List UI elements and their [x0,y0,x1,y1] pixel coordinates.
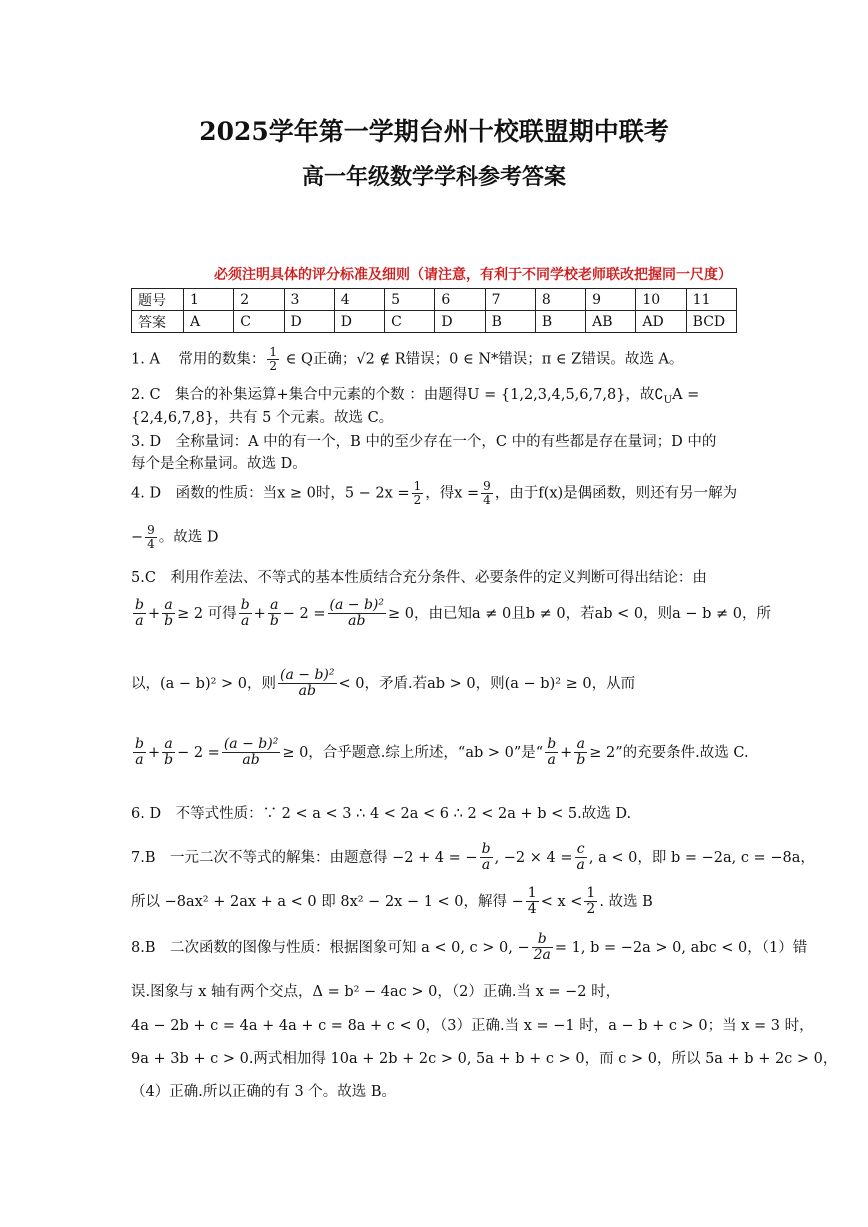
answer-cell: AD [636,311,686,333]
answer-cell: AB [586,311,636,333]
question-number: 3 [284,289,334,311]
answer-cell: B [485,311,535,333]
solution-q5-line2: $\frac{b}{a}$ + $\frac{a}{b}$ ≥ 2 可得 $\frac{b}{a}$ + $\frac{a}{b}$ − 2 = $\frac{\text{(a − b)²}}{ab}$ ≥ 0，由已知a ≠ 0且b ≠ 0，若ab < 0，则a − b ≠ 0，所 [135,597,772,630]
grading-note: 必须注明具体的评分标准及细则（请注意，有利于不同学校老师联改把握同一尺度） [214,267,732,283]
table-row-numbers [132,289,737,311]
solution-q8-line2: 误.图象与 x 轴有两个交点，Δ = b² − 4ac > 0，（2）正确.当 x = −2 时， [131,984,621,1000]
solution-q7-line2: 所以 −8ax² + 2ax + a < 0 即 8x² − 2x − 1 < 0，解得 − $\frac{1}{4}$ < x < $\frac{1}{2}$ . 故选 B [131,885,653,918]
question-number: 7 [485,289,535,311]
page-subtitle: 高一年级数学学科参考答案 [301,164,566,190]
solution-q7-line1: 7.B 一元二次不等式的解集：由题意得 −2 + 4 = − $\frac{b}{a}$ , −2 × 4 = $\frac{c}{a}$ , a < 0，即 b = −2a, c = −8a， [131,841,815,874]
answer-cell: B [535,311,585,333]
table-header-label: 题号 [132,289,184,311]
page-title: 2025学年第一学期台州十校联盟期中联考 [199,117,669,146]
question-number: 4 [334,289,384,311]
solution-q3-line2: 每个是全称量词。故选 D。 [131,456,307,472]
solution-q5-line3: 以，(a − b)² > 0，则 $\frac{\text{(a − b)²}}{ab}$ < 0，矛盾.若ab > 0，则(a − b)² ≥ 0，从而 [131,667,636,700]
answer-cell: D [435,311,485,333]
answer-cell: A [184,311,234,333]
table-row-answers [132,311,737,333]
answer-cell: D [284,311,334,333]
solution-q1: 1. A 常用的数集： $\frac{1}{2}$ ∈ Q正确；√2 ∉ R错误；0 ∈ N*错误；π ∈ Z错误。故选 A。 [131,345,684,374]
solution-q5-line1: 5.C 利用作差法、不等式的基本性质结合充分条件、必要条件的定义判断可得出结论：由 [131,570,707,586]
table-answer-label: 答案 [132,311,184,333]
answer-cell: C [234,311,284,333]
solution-q6: 6. D 不等式性质：∵ 2 < a < 3 ∴ 4 < 2a < 6 ∴ 2 < 2a + b < 5.故选 D. [131,806,632,822]
question-number: 2 [234,289,284,311]
question-number: 11 [686,289,736,311]
question-number: 9 [586,289,636,311]
question-number: 6 [435,289,485,311]
answer-cell: D [334,311,384,333]
fraction: $\frac{1}{2}$ [269,345,277,374]
solution-q8-line1: 8.B 二次函数的图像与性质：根据图象可知 a < 0, c > 0, − $\frac{b}{2a}$ = 1, b = −2a > 0, abc < 0，（1）错 [131,931,808,964]
solution-q3-line1: 3. D 全称量词：A 中的有一个，B 中的至少存在一个，C 中的有些都是存在量词；D 中的 [131,434,717,450]
question-number: 8 [535,289,585,311]
solution-q4-line1: 4. D 函数的性质：当x ≥ 0时，5 − 2x = $\frac{1}{2}$ ，得x = $\frac{9}{4}$ ，由于f(x)是偶函数，则还有另一解为 [131,479,738,508]
solution-q8-line5: （4）正确.所以正确的有 3 个。故选 B。 [131,1084,397,1100]
solution-q2-line2: {2,4,6,7,8}，共有 5 个元素。故选 C。 [131,410,394,426]
question-number: 5 [385,289,435,311]
solution-q8-line3: 4a − 2b + c = 4a + 4a + c = 8a + c < 0，（3）正确.当 x = −1 时，a − b + c > 0；当 x = 3 时， [131,1018,814,1034]
solution-q5-line4: $\frac{b}{a}$ + $\frac{a}{b}$ − 2 = $\frac{\text{(a − b)²}}{ab}$ ≥ 0，合乎题意.综上所述，“ab > 0”是“ $\frac{b}{a}$ + $\frac{a}{b}$ ≥ 2”的充要条件.故选 C. [135,736,749,769]
question-number: 1 [184,289,234,311]
solution-q8-line4: 9a + 3b + c > 0.两式相加得 10a + 2b + 2c > 0, 5a + b + c > 0，而 c > 0，所以 5a + b + 2c > 0， [131,1051,838,1067]
answer-cell: BCD [686,311,736,333]
answer-table [131,288,737,333]
question-number: 10 [636,289,686,311]
solution-q4-line2: − $\frac{9}{4}$ 。故选 D [131,523,219,552]
solution-q2-line1: 2. C 集合的补集运算+集合中元素的个数 ：由题得U = {1,2,3,4,5,6,7,8}，故$∁_UA$ = [131,387,700,406]
answer-cell: C [385,311,435,333]
